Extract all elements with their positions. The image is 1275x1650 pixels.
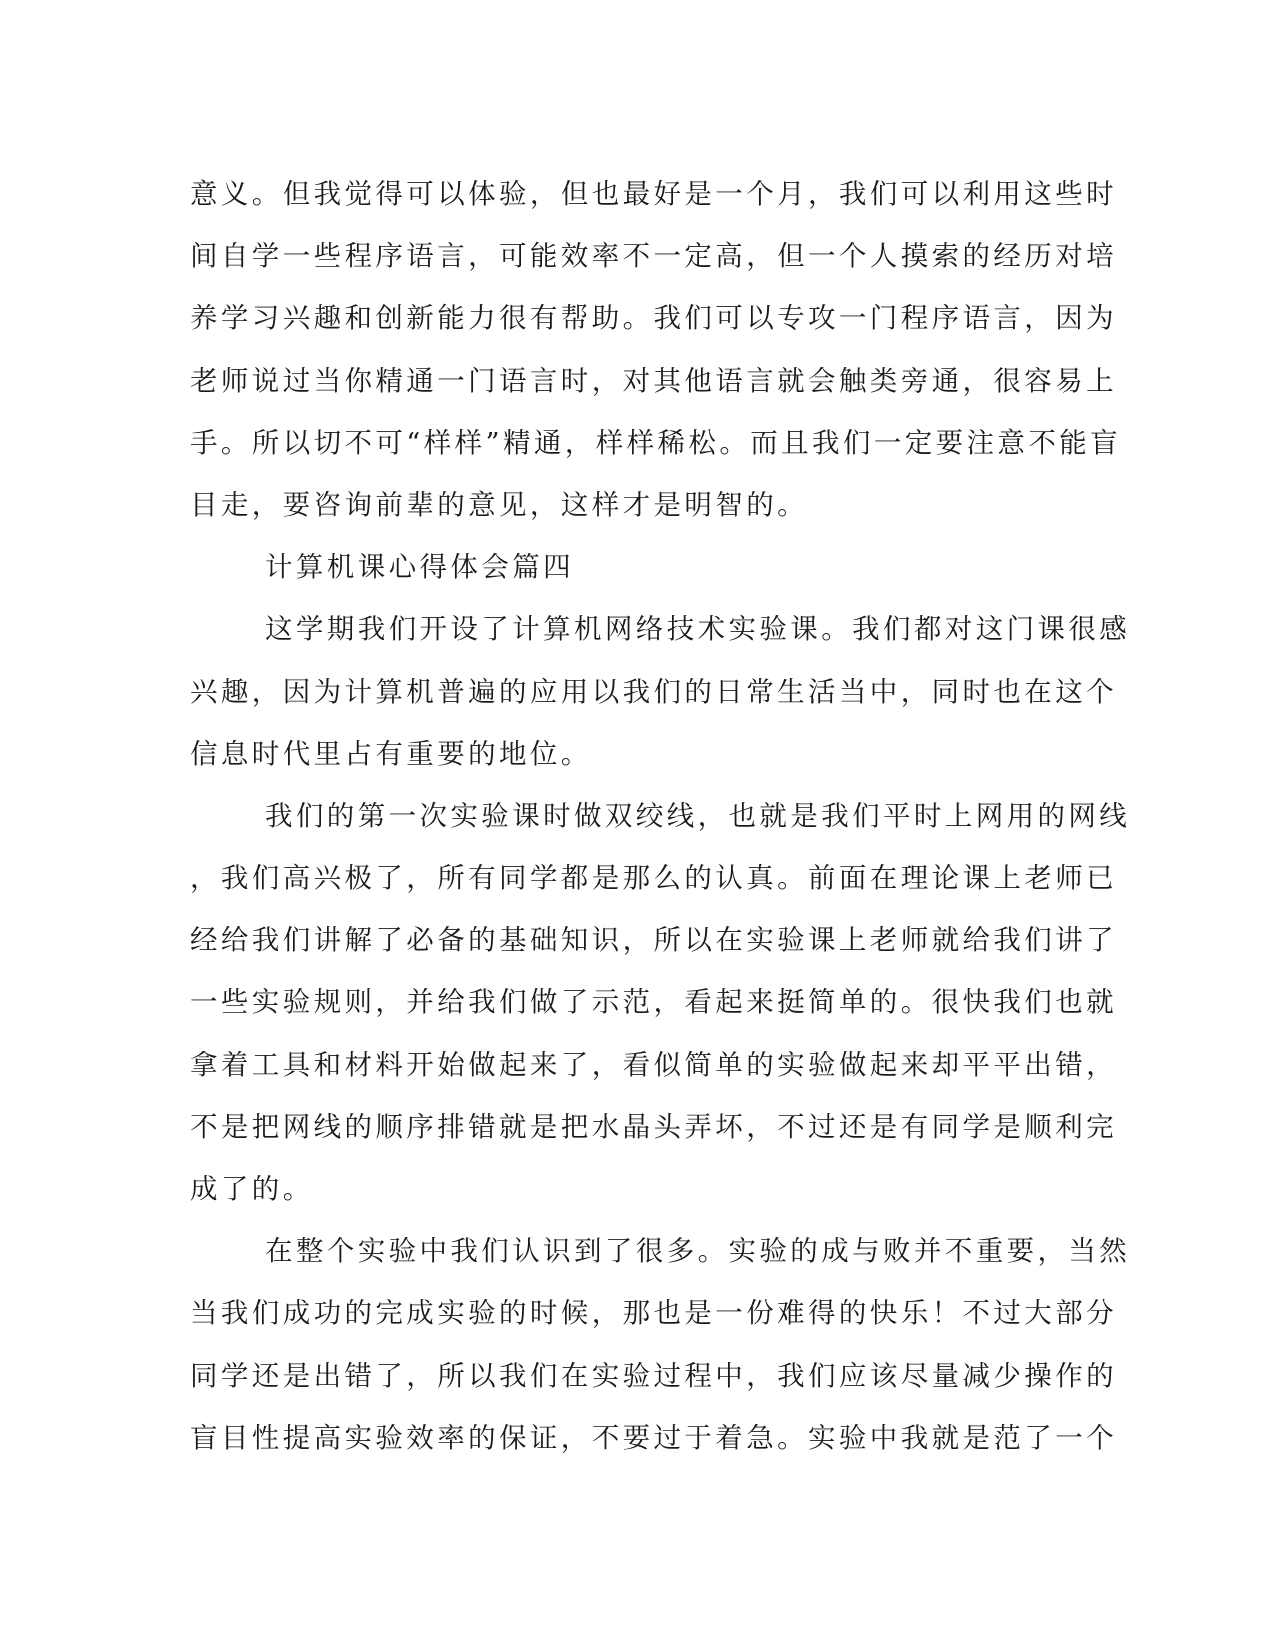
section-heading: 计算机课心得体会篇四 <box>265 551 574 584</box>
text-line: 信息时代里占有重要的地位。 <box>190 737 592 770</box>
text-line: 养学习兴趣和创新能力很有帮助。我们可以专攻一门程序语言，因为 <box>190 302 1117 335</box>
text-line: 不是把网线的顺序排错就是把水晶头弄坏，不过还是有同学是顺利完 <box>190 1110 1117 1143</box>
text-line: 成了的。 <box>190 1173 314 1205</box>
text-line: 我们的第一次实验课时做双绞线，也就是我们平时上网用的网线 <box>265 799 1131 832</box>
text-line: 在整个实验中我们认识到了很多。实验的成与败并不重要，当然 <box>265 1235 1131 1268</box>
text-line: 盲目性提高实验效率的保证，不要过于着急。实验中我就是范了一个 <box>190 1421 1117 1454</box>
document-body <box>190 163 1131 1469</box>
text-line: 意义。但我觉得可以体验，但也最好是一个月，我们可以利用这些时 <box>190 178 1117 210</box>
text-line: 这学期我们开设了计算机网络技术实验课。我们都对这门课很感 <box>265 613 1131 646</box>
text-line: 经给我们讲解了必备的基础知识，所以在实验课上老师就给我们讲了 <box>190 924 1117 957</box>
text-line: ，我们高兴极了，所有同学都是那么的认真。前面在理论课上老师已 <box>190 862 1117 895</box>
text-line: 兴趣，因为计算机普遍的应用以我们的日常生活当中，同时也在这个 <box>190 675 1117 708</box>
text-line: 当我们成功的完成实验的时候，那也是一份难得的快乐！不过大部分 <box>190 1297 1117 1330</box>
text-line: 拿着工具和材料开始做起来了，看似简单的实验做起来却平平出错， <box>190 1048 1117 1081</box>
text-line: 老师说过当你精通一门语言时，对其他语言就会触类旁通，很容易上 <box>190 364 1117 397</box>
text-line: 一些实验规则，并给我们做了示范，看起来挺简单的。很快我们也就 <box>190 986 1117 1019</box>
text-line: 间自学一些程序语言，可能效率不一定高，但一个人摸索的经历对培 <box>190 240 1117 273</box>
text-line: 目走，要咨询前辈的意见，这样才是明智的。 <box>190 488 808 521</box>
text-line: 同学还是出错了，所以我们在实验过程中，我们应该尽量减少操作的 <box>190 1359 1117 1392</box>
text-line: 手。所以切不可“样样”精通，样样稀松。而且我们一定要注意不能盲 <box>190 426 1122 459</box>
